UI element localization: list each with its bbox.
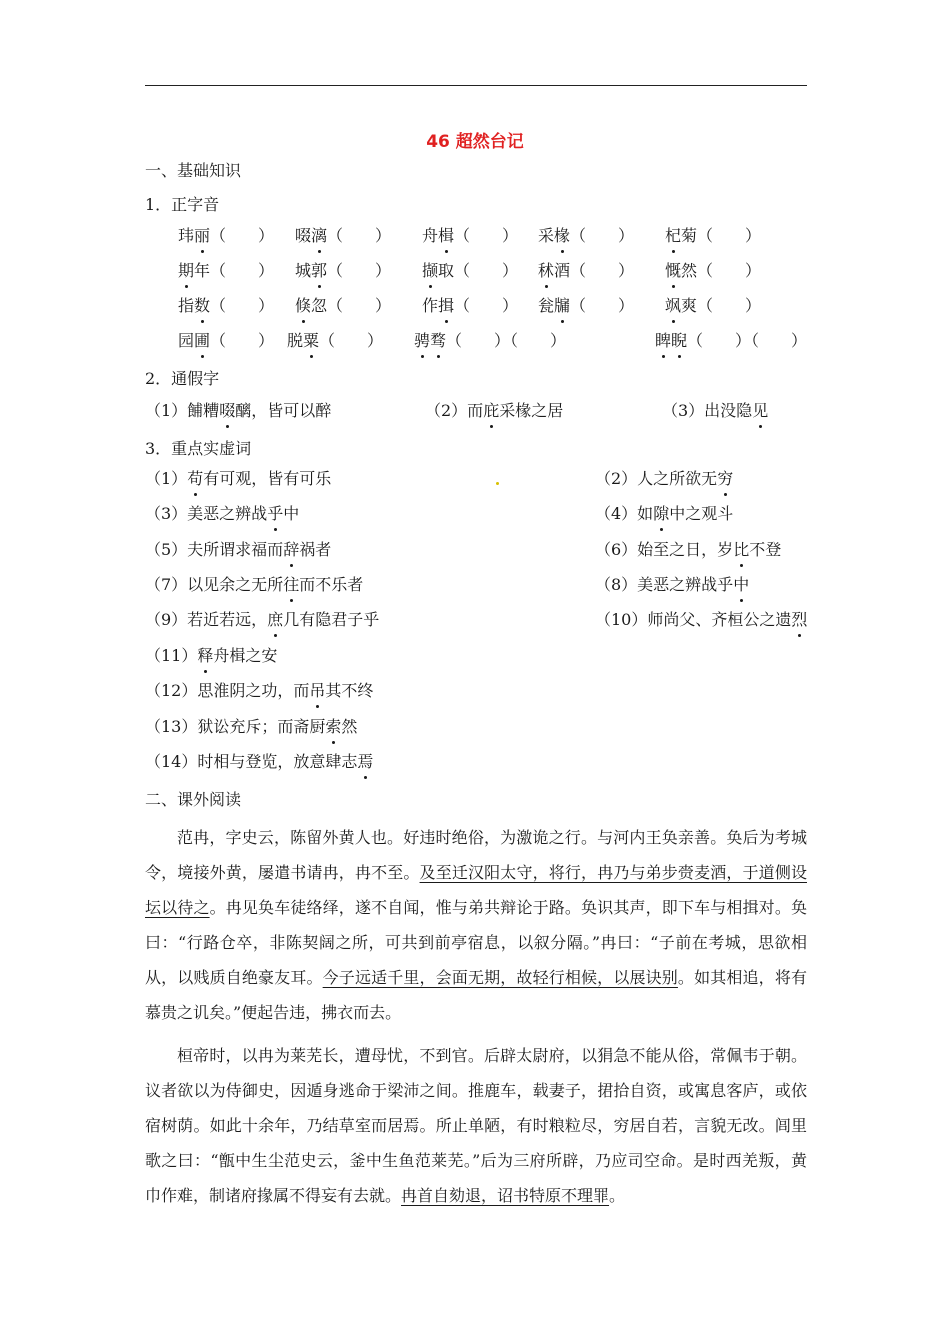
section-heading-reading: 二、课外阅读 (145, 790, 242, 809)
pron-item: 作揖（ ） (422, 296, 519, 315)
word-item: （14）时相与登览，放意肆志焉 (145, 752, 374, 771)
underlined-sentence-1: 及至迁汉阳太守，将行，冉乃与弟步赍麦酒，于道侧设坛以待之 (145, 863, 807, 917)
word-item: （4）如隙中之观斗 (595, 504, 734, 523)
pron-item: 秫酒（ ） (538, 261, 635, 280)
underlined-sentence-3: 冉首自劾退，诏书特原不理罪 (401, 1186, 610, 1205)
pron-item: 睥睨（ ）（ ） (655, 331, 808, 350)
word-item: （11）释舟楫之安 (145, 646, 278, 665)
word-item: （6）始至之日，岁比不登 (595, 540, 782, 559)
word-item: （8）美恶之辨战乎中 (595, 575, 750, 594)
question-key-words: 3．重点实虚词 (145, 439, 252, 458)
pron-item: 玮丽（ ） (178, 226, 275, 245)
word-item: （7）以见余之无所往而不乐者 (145, 575, 364, 594)
pron-item: 指数（ ） (178, 296, 275, 315)
question-tongjia: 2．通假字 (145, 369, 220, 388)
section-heading-basics: 一、基础知识 (145, 161, 242, 180)
pron-item: 瓮牖（ ） (538, 296, 635, 315)
reading-paragraph-2: 桓帝时，以冉为莱芜长，遭母忧，不到官。后辟太尉府，以狷急不能从俗，常佩韦于朝。议者欲以为侍御史，因遁身逃命于梁沛之间。推鹿车，载妻子，捃拾自资，或寓息客庐，或依宿树荫。如此十余年，乃结草室而居焉。所止单陋，有时粮粒尽，穷居自若，言貌无改。闾里歌之曰：“甑中生尘范史云，釜中生鱼范莱芜。”后为三府所辟，乃应司空命。是时西羌叛，黄巾作难，制诸府掾属不得妄有去就。冉首自劾退，诏书特原不理罪。 (145, 1046, 807, 1205)
pron-item: 期年（ ） (178, 261, 275, 280)
pron-item: 脱粟（ ） (287, 331, 384, 350)
reading-paragraph-1: 范冉，字史云，陈留外黄人也。好违时绝俗，为激诡之行。与河内王奂亲善。奂后为考城令，境接外黄，屡遣书请冉，冉不至。及至迁汉阳太守，将行，冉乃与弟步赍麦酒，于道侧设坛以待之。冉见奂车徒络绎，遂不自闻，惟与弟共辩论于路。奂识其声，即下车与相揖对。奂曰：“行路仓卒，非陈契阔之所，可共到前亭宿息，以叙分隔。”冉曰：“子前在考城，思欲相从，以贱质自绝豪友耳。今子远适千里，会面无期，故轻行相候，以展诀别。如其相追，将有慕贵之讥矣。”便起告违，拂衣而去。 (145, 828, 807, 1022)
pron-item: 采椽（ ） (538, 226, 635, 245)
pron-item: 骋骛（ ）（ ） (414, 331, 567, 350)
word-item: （5）夫所谓求福而辞祸者 (145, 540, 332, 559)
word-item: （12）思淮阴之功，而吊其不终 (145, 681, 374, 700)
pron-item: 倏忽（ ） (295, 296, 392, 315)
underlined-sentence-2: 今子远适千里，会面无期，故轻行相候，以展诀别 (322, 968, 678, 987)
page-title: 46 超然台记 (426, 132, 524, 152)
word-item: （13）狱讼充斥；而斋厨索然 (145, 717, 358, 736)
pron-item: 园圃（ ） (178, 331, 275, 350)
pron-item: 舟楫（ ） (422, 226, 519, 245)
word-item: （1）苟有可观，皆有可乐 (145, 469, 332, 488)
pron-item: 慨然（ ） (665, 261, 762, 280)
pron-item: 啜漓（ ） (295, 226, 392, 245)
tongjia-item: （2）而庇采椽之居 (425, 401, 564, 420)
pron-item: 城郭（ ） (295, 261, 392, 280)
pron-item: 撷取（ ） (422, 261, 519, 280)
word-item: （9）若近若远，庶几有隐君子乎 (145, 610, 380, 629)
header-rule (145, 85, 807, 86)
tongjia-item: （1）餔糟啜醨，皆可以醉 (145, 401, 332, 420)
question-pronunciation: 1．正字音 (145, 195, 220, 214)
stray-mark (496, 482, 499, 485)
word-item: （3）美恶之辨战乎中 (145, 504, 300, 523)
word-item: （10）师尚父、齐桓公之遗烈 (595, 610, 808, 629)
word-item: （2）人之所欲无穷 (595, 469, 734, 488)
pron-item: 飒爽（ ） (665, 296, 762, 315)
tongjia-item: （3）出没隐见 (662, 401, 769, 420)
pron-item: 杞菊（ ） (665, 226, 762, 245)
